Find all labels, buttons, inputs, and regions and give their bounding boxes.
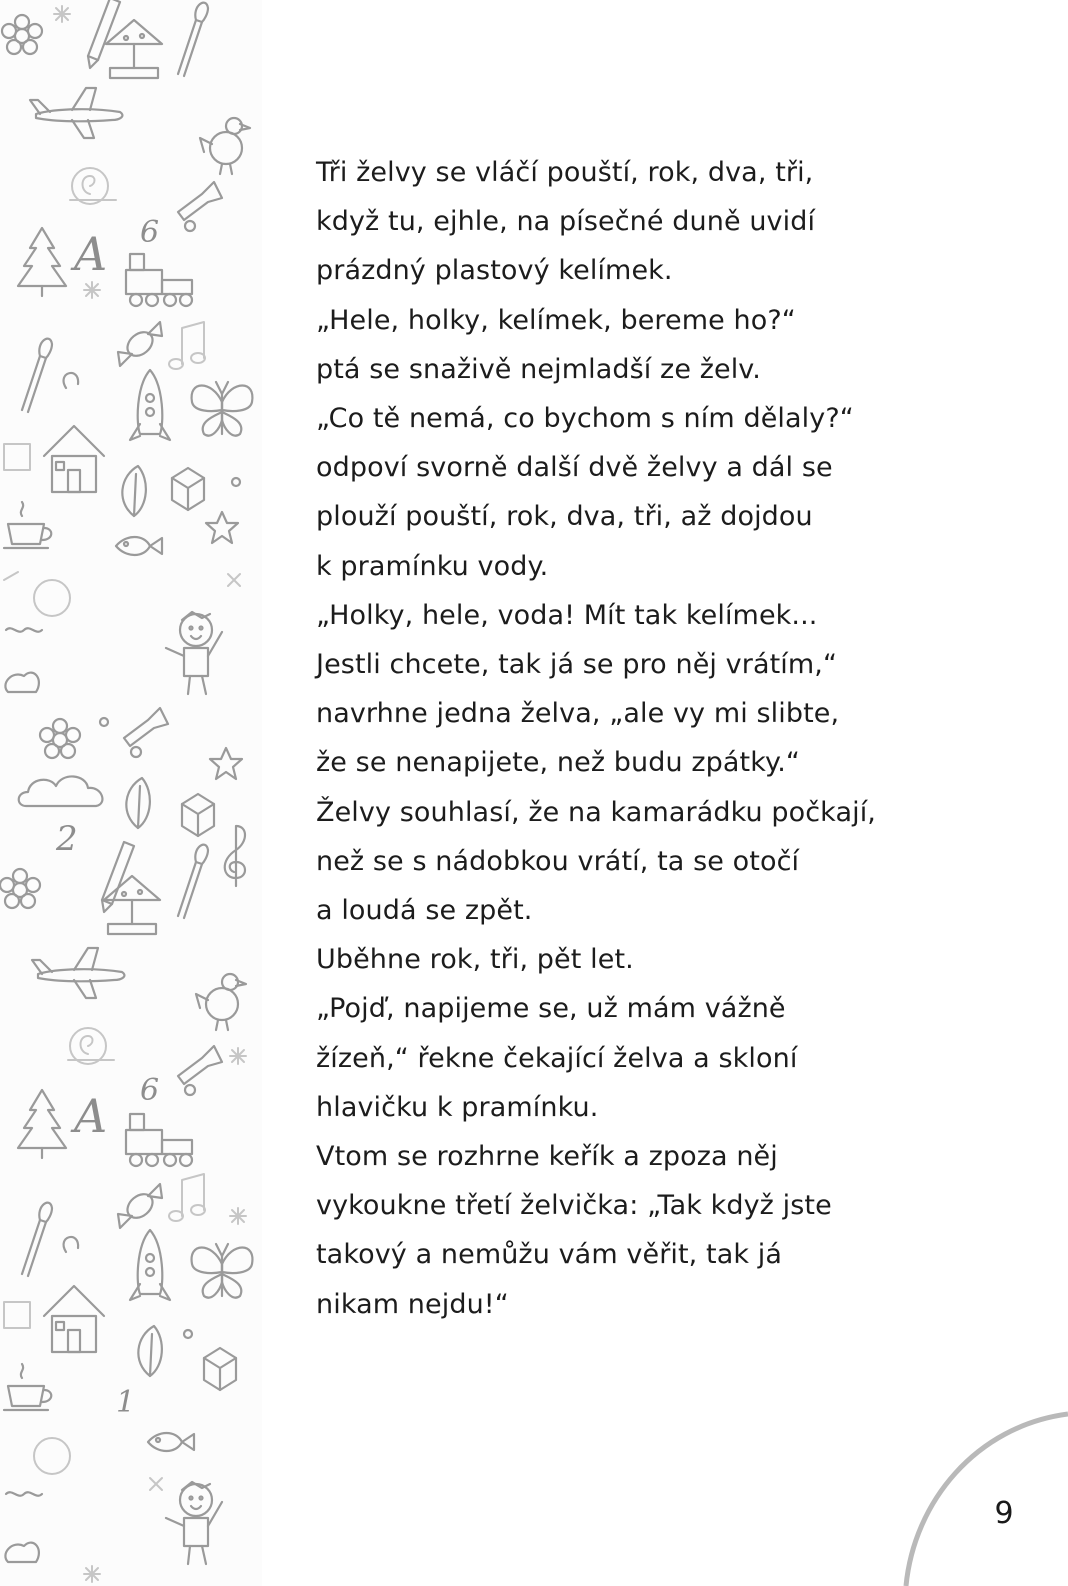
digit-one: 1 [116, 1385, 136, 1420]
airplane-icon [32, 948, 124, 998]
digit-two: 2 [56, 819, 78, 859]
cube-icon [182, 794, 214, 836]
music-note-icon [169, 1174, 205, 1221]
story-line: Jestli chcete, tak já se pro něj vrátím,“ [316, 649, 838, 681]
wave-icon [6, 628, 42, 631]
candy-icon [118, 1184, 162, 1228]
trumpet-icon [178, 1046, 222, 1095]
doodle-decoration-strip [0, 0, 262, 1586]
story-line: „Pojď, napijeme se, už mám vážně [316, 993, 786, 1025]
cube-icon [204, 1348, 236, 1390]
story-line: prázdný plastový kelímek. [316, 255, 673, 287]
doodle-pattern [0, 0, 262, 1586]
flower-icon [2, 15, 42, 54]
star-icon [206, 512, 238, 543]
story-line: odpoví svorně další dvě želvy a dál se [316, 452, 833, 484]
butterfly-icon [192, 382, 253, 436]
paintbrush-icon [178, 3, 208, 76]
face-icon [34, 580, 70, 616]
story-line: „Holky, hele, voda! Mít tak kelímek... [316, 599, 818, 631]
story-text [316, 148, 1036, 1329]
bubble-icon [184, 1330, 192, 1338]
picture-frame-icon [4, 444, 30, 470]
sparkle-icon [54, 6, 70, 22]
page-number: 9 [994, 1496, 1014, 1531]
snail-icon [68, 1028, 114, 1064]
flower-icon [0, 869, 40, 908]
picture-frame-icon [4, 1302, 30, 1328]
leaf-icon [122, 466, 146, 516]
paintbrush-icon [178, 845, 208, 918]
star-icon [210, 748, 242, 779]
wave-icon [6, 1492, 42, 1495]
child-icon [166, 612, 222, 694]
rocket-icon [130, 370, 170, 440]
letter-a: A [74, 1089, 108, 1143]
sandbox-icon [106, 20, 162, 78]
bird-icon [200, 118, 250, 174]
house-icon [44, 1286, 104, 1352]
story-line: Želvy souhlasí, že na kamarádku počkají, [316, 796, 876, 828]
story-line: nikam nejdu!“ [316, 1288, 509, 1320]
digit-six: 6 [140, 215, 160, 250]
sparkle-icon [230, 1048, 246, 1064]
sparkle-icon [84, 282, 100, 298]
sparkle-icon [230, 1208, 246, 1224]
story-line: hlavičku k pramínku. [316, 1091, 599, 1123]
rocket-icon [130, 1230, 170, 1300]
bubble-icon [100, 718, 108, 726]
leaf-icon [126, 778, 150, 828]
story-line: ptá se snaživě nejmladší ze želv. [316, 353, 761, 385]
story-line: plouží pouští, rok, dva, tři, až dojdou [316, 501, 813, 533]
christmas-tree-icon [18, 1090, 66, 1158]
face-icon [34, 1438, 70, 1474]
story-line: když tu, ejhle, na písečné duně uvidí [316, 206, 816, 238]
story-line: žízeň,“ řekne čekající želva a skloní [316, 1042, 798, 1074]
fish-icon [116, 537, 162, 555]
cube-icon [172, 468, 204, 510]
bird-icon [196, 974, 246, 1030]
swirl-icon [64, 1237, 79, 1252]
letter-a: A [74, 227, 108, 281]
cup-icon [4, 1364, 51, 1410]
story-line: než se s nádobkou vrátí, ta se otočí [316, 845, 800, 877]
leaf-icon [138, 1326, 162, 1376]
swirl-icon [64, 373, 79, 388]
story-line: k pramínku vody. [316, 550, 549, 582]
story-line: vykoukne třetí želvička: „Tak když jste [316, 1190, 832, 1222]
digit-six: 6 [140, 1073, 160, 1108]
trumpet-icon [178, 182, 222, 231]
treble-clef-icon [225, 826, 245, 886]
christmas-tree-icon [18, 228, 66, 296]
candy-icon [118, 322, 162, 366]
bubble-icon [232, 478, 240, 486]
story-line: a loudá se zpět. [316, 895, 533, 927]
train-icon [126, 254, 192, 306]
flower-icon [40, 719, 80, 758]
child-icon [166, 1482, 222, 1564]
butterfly-icon [192, 1244, 253, 1298]
music-note-icon [169, 322, 205, 369]
cloud-icon [19, 776, 103, 806]
story-line: „Co tě nemá, co bychom s ním dělaly?“ [316, 403, 854, 435]
fish-icon [148, 1433, 194, 1451]
pencil-icon [88, 0, 120, 68]
story-line: Vtom se rozhrne keřík a zpoza něj [316, 1141, 778, 1173]
cup-icon [4, 502, 51, 548]
story-line: Uběhne rok, tři, pět let. [316, 944, 634, 976]
sparkle-icon [84, 1566, 100, 1582]
airplane-icon [30, 88, 122, 138]
trumpet-icon [124, 708, 168, 757]
cross-mark-icon [150, 1478, 162, 1490]
story-line: „Hele, holky, kelímek, bereme ho?“ [316, 304, 796, 336]
house-icon [44, 426, 104, 492]
cloud-small-icon [5, 673, 38, 692]
story-line: navrhne jedna želva, „ale vy mi slibte, [316, 698, 840, 730]
cloud-small-icon [5, 1543, 38, 1562]
train-icon [126, 1114, 192, 1166]
story-line: Tři želvy se vláčí pouští, rok, dva, tři, [316, 157, 814, 188]
paintbrush-icon [22, 339, 52, 412]
page-number-arc [900, 1406, 1068, 1586]
story-line: takový a nemůžu vám věřit, tak já [316, 1239, 783, 1271]
story-line: že se nenapijete, než budu zpátky.“ [316, 747, 801, 779]
paintbrush-icon [22, 1203, 52, 1276]
snail-icon [70, 168, 116, 204]
